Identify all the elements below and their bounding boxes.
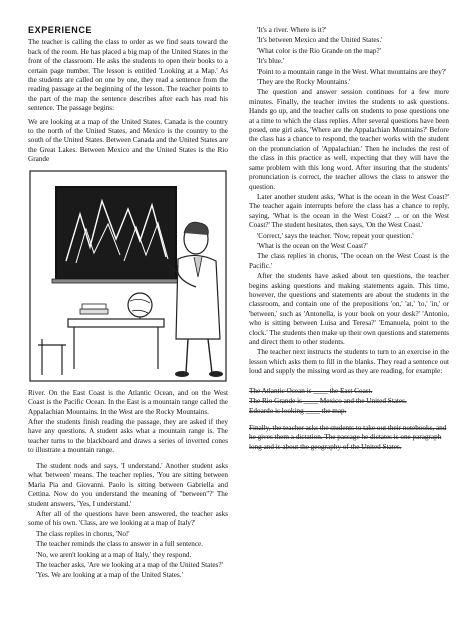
paragraph: After the students have asked about ten questions, the teacher begins asking questions and making statements again. This time, however, the questions and statements are about the students in the classroom, and contain one of the prepositions 'on,' 'at,' 'to,' 'in,' or 'between,' such as 'Antonella, is your book on your desk?' 'Antonio, who is sitting between Luisa and Teresa?' 'Emanuela, point to the clock.' The students then make up their own questions and statements and direct them to other students.: [249, 272, 449, 346]
teacher-at-blackboard-drawing: [28, 169, 228, 383]
dialogue-line: 'What is the ocean on the West Coast?': [257, 241, 368, 250]
paragraph: The teacher is calling the class to order as we find seats toward the back of the room. He has placed a big map of the United States in the front of the classroom. He asks the students to open their books to a certain page number. The lesson is entitled 'Looking at a Map.' As the students are called on one by one, they read a sentence from the reading passage at the beginning of the lesson. The teacher points to the part of the map the sentence describes after each has read his sentence. The passage begins:: [28, 38, 228, 113]
dialogue-line: 'What color is the Rio Grande on the map?': [257, 46, 381, 55]
right-column: [249, 26, 449, 453]
dialogue-line: The teacher asks, 'Are we looking at a map of the United States?': [36, 561, 223, 570]
section-heading: EXPERIENCE: [28, 25, 93, 35]
paragraph: River. On the East Coast is the Atlantic Ocean, and on the West Coast is the Pacific Ocean. In the East is a mountain range called the Appalachian Mountains. In the West are the Rocky Mountains.: [28, 388, 228, 416]
dialogue-line: The class replies in chorus, 'No!': [36, 529, 130, 538]
exercise-sentence: The Rio Grande is ____ Mexico and the United States.: [249, 397, 407, 406]
books: [80, 309, 108, 314]
paragraph: After all of the questions have been answered, the teacher asks some of his own. 'Class, are we looking at a map of Italy?': [28, 510, 228, 528]
paragraph: The question and answer session continues for a few more minutes. Finally, the teacher invites the students to ask questions. Hands go up, and the teacher calls on students to pose questions one at a time to which the class replies. After several questions have been posed, one girl asks, 'Where are the Appalachian Mountains?' Before the class has a chance to respond, the teacher works with the student on the pronunciation of 'Appalachian.' Then he includes the rest of the class in this practice as well, expecting that they will have the same problem with this long word. After insuring that the students' pronunciation is correct, the teacher allows the class to answer the question.: [249, 88, 449, 191]
dialogue-line: 'They are the Rocky Mountains.': [257, 78, 351, 87]
dialogue-line: 'It's between Mexico and the United States.': [257, 36, 383, 45]
paragraph: After the students finish reading the passage, they are asked if they have any questions. A student asks what a mountain range is. The teacher turns to the blackboard and draws a series of inverted cones to illustrate a mountain range.: [28, 417, 228, 455]
exercise-block: [249, 387, 449, 452]
teacher-illustration: [28, 169, 228, 383]
dialogue-line: The class replies in chorus, 'The ocean on the West Coast is the Pacific.': [249, 252, 449, 270]
dialogue-line: 'Point to a mountain range in the West. What mountains are they?': [257, 67, 447, 76]
paragraph: Finally, the teacher asks the students to take out their notebooks, and he gives them a dictation. The passage he dictates is one paragraph long and is about the geography of the United States.: [249, 423, 447, 451]
paragraph: The teacher next instructs the students to turn to an exercise in the lesson which asks them to fill in the blanks. They read a sentence out loud and supply the missing word as they are reading, for example:: [249, 348, 449, 376]
paragraph: Later another student asks, 'What is the ocean in the West Coast?' The teacher again interrupts before the class has a chance to reply, saying, 'What is the ocean in the West Coast? ... or on the West Coast?' The student hesitates, then says, 'On the West Coast.': [249, 192, 449, 230]
dialogue-line: 'It's a river. Where is it?': [257, 26, 327, 34]
paragraph: The student nods and says, 'I understand.' Another student asks what 'between' means. The teacher replies, 'You are sitting between Maria Pia and Giovanni. Paolo is sitting between Gabriella and Cettina. Now do you understand the meaning of "between"?' The student answers, 'Yes, I understand.': [28, 462, 228, 508]
dialogue-line: 'It's blue.': [257, 57, 285, 66]
left-column: [28, 26, 228, 457]
dialogue-line: The teacher reminds the class to answer in a full sentence.: [36, 540, 204, 549]
globe: [128, 293, 152, 317]
dialogue-line: 'No, we aren't looking at a map of Italy,' they respond.: [36, 550, 192, 559]
dialogue-line: 'Correct,' says the teacher. 'Now, repeat your question.': [257, 231, 414, 240]
reading-passage: We are looking at a map of the United States. Canada is the country to the north of the United States, and Mexico is the country to the south of the United States. Between Canada and the United States are the Great Lakes. Between Mexico and the United States is the Rio Grande: [28, 117, 228, 164]
left-column-lower: [28, 462, 228, 582]
teacher-desk: [68, 319, 164, 327]
exercise-sentence: Edoardo is looking ____ the map.: [249, 407, 347, 416]
exercise-sentence: The Atlantic Ocean is ____ the East Coast.: [249, 386, 373, 395]
dialogue-line: 'Yes. We are looking at a map of the United States.': [36, 571, 183, 580]
